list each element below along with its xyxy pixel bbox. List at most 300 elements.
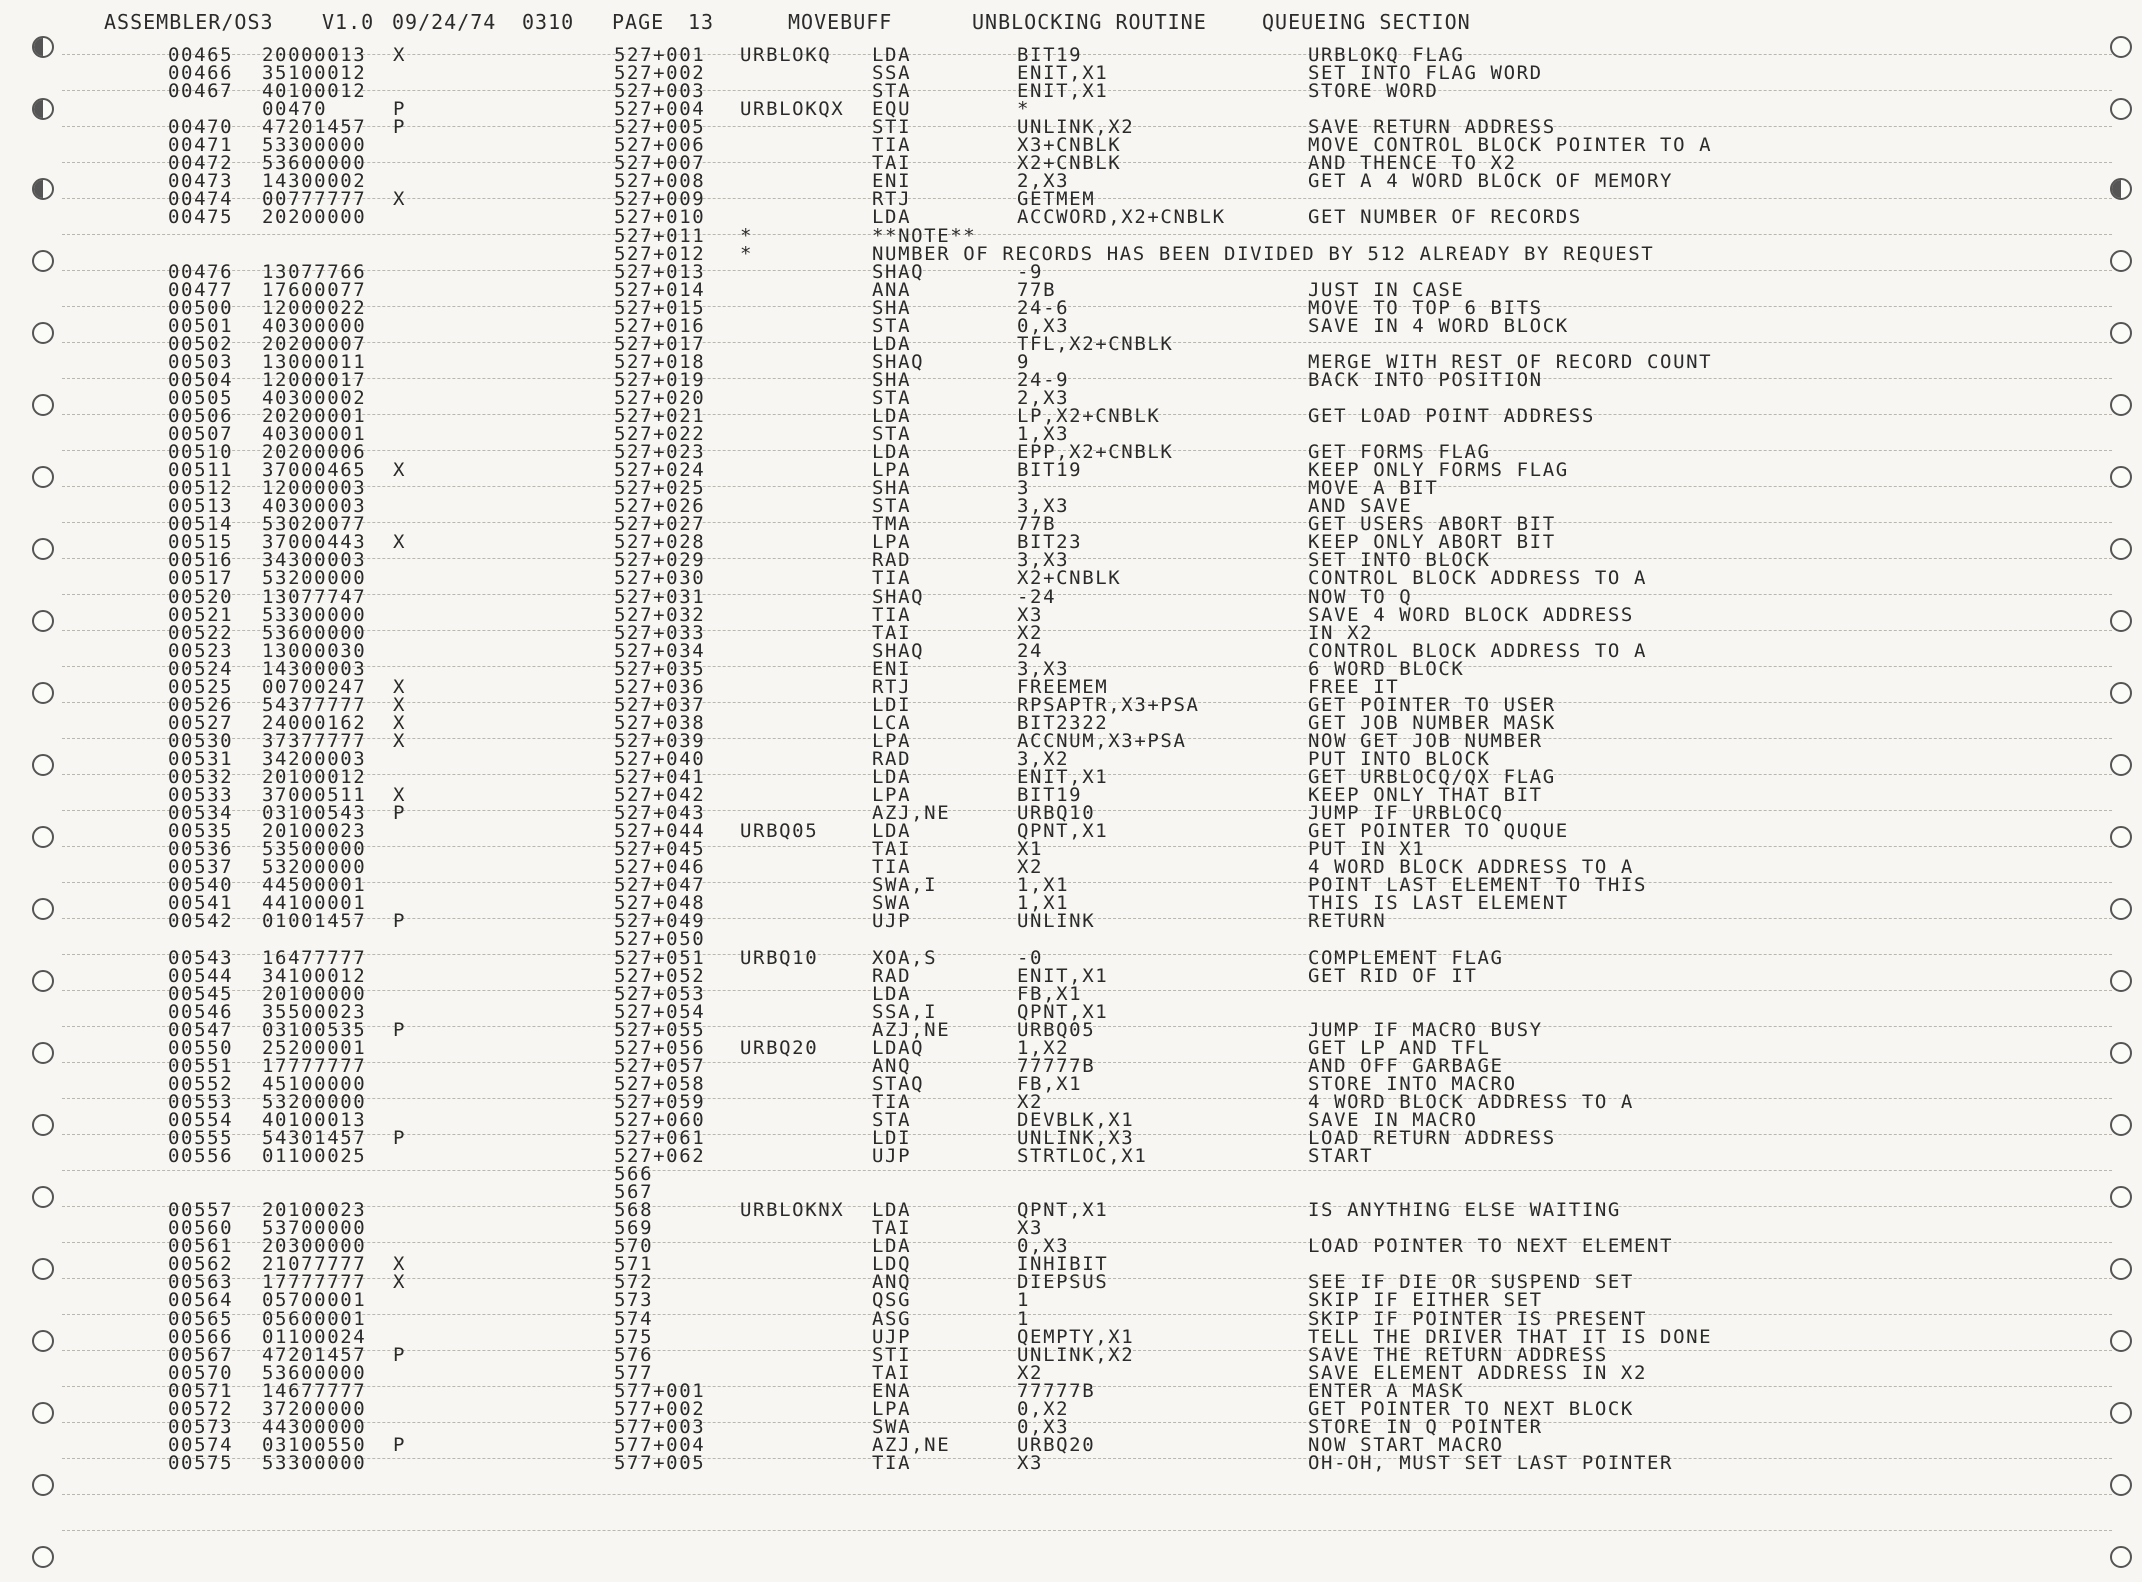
row-op: AZJ,NE	[872, 1433, 951, 1456]
row-operand: RPSAPTR,X3+PSA	[1017, 693, 1200, 716]
row-operand: X1	[1017, 838, 1044, 861]
row-operand: 2,X3	[1017, 386, 1070, 409]
row-code: 40100013	[262, 1108, 367, 1131]
row-flag: X	[393, 729, 407, 752]
row-comment: RETURN	[1308, 910, 1387, 933]
row-comment: MOVE A BIT	[1308, 477, 1439, 500]
row-operand: X3+CNBLK	[1017, 134, 1122, 157]
row-line: 527+007	[614, 152, 706, 175]
row-comment: SAVE RETURN ADDRESS	[1308, 116, 1556, 139]
row-line: 577+001	[614, 1379, 706, 1402]
row-op: STI	[872, 1343, 912, 1366]
listing-section: QUEUEING SECTION	[1262, 10, 1471, 34]
row-line: 527+056	[614, 1036, 706, 1059]
row-operand: ENIT,X1	[1017, 80, 1109, 103]
row-code: 53600000	[262, 1361, 367, 1384]
feed-hole	[32, 898, 54, 920]
row-operand: X3	[1017, 1217, 1044, 1240]
row-flag: X	[393, 531, 407, 554]
row-label: URBLOKNX	[740, 1199, 845, 1222]
paper-rule	[62, 1530, 2112, 1531]
row-op: LPA	[872, 784, 912, 807]
row-flag: P	[393, 98, 407, 121]
row-line: 527+009	[614, 188, 706, 211]
row-comment: GET LP AND TFL	[1308, 1036, 1491, 1059]
row-line: 577+005	[614, 1451, 706, 1474]
row-loc: 00566	[168, 1325, 234, 1348]
row-loc: 00553	[168, 1090, 234, 1113]
feed-hole	[2110, 1042, 2132, 1064]
row-comment: LOAD RETURN ADDRESS	[1308, 1127, 1556, 1149]
row-comment: START	[1308, 1145, 1374, 1168]
row-operand: 24-6	[1017, 296, 1070, 319]
row-line: 527+017	[614, 332, 706, 355]
row-operand: BIT23	[1017, 531, 1083, 554]
row-operand: DIEPSUS	[1017, 1271, 1109, 1294]
row-code: 20000013	[262, 44, 367, 66]
row-op: STA	[872, 314, 912, 337]
row-code: 20300000	[262, 1235, 367, 1258]
row-operand: -24	[1017, 585, 1057, 608]
row-op: XOA,S	[872, 946, 938, 969]
row-code: 14677777	[262, 1379, 367, 1402]
row-loc: 00560	[168, 1217, 234, 1240]
row-code: 54377777	[262, 693, 367, 716]
row-comment: AND SAVE	[1308, 495, 1413, 518]
row-loc: 00570	[168, 1361, 234, 1384]
row-code: 35100012	[262, 62, 367, 85]
row-line: 575	[614, 1325, 654, 1348]
row-line: 527+050	[614, 928, 706, 951]
feed-hole	[2110, 826, 2132, 848]
feed-hole	[32, 754, 54, 776]
row-comment: GET USERS ABORT BIT	[1308, 513, 1556, 536]
row-line: 527+041	[614, 766, 706, 788]
row-comment: KEEP ONLY THAT BIT	[1308, 784, 1543, 807]
row-comment: GET URBLOCQ/QX FLAG	[1308, 766, 1556, 788]
row-op: LDI	[872, 1127, 912, 1149]
row-operand: 3,X3	[1017, 549, 1070, 572]
row-loc: 00511	[168, 459, 234, 482]
row-loc: 00551	[168, 1054, 234, 1077]
row-loc: 00505	[168, 386, 234, 409]
row-code: 20200006	[262, 441, 367, 464]
row-line: 527+039	[614, 729, 706, 752]
row-code: 53500000	[262, 838, 367, 861]
row-code: 20200001	[262, 405, 367, 427]
row-loc: 00574	[168, 1433, 234, 1456]
row-op: STA	[872, 423, 912, 446]
feed-hole	[32, 178, 54, 200]
row-op: LDA	[872, 206, 912, 229]
row-line: 570	[614, 1235, 654, 1258]
row-line: 573	[614, 1289, 654, 1312]
row-op: TAI	[872, 152, 912, 175]
row-loc: 00565	[168, 1307, 234, 1330]
listing-row	[0, 242, 2142, 265]
row-comment: SEE IF DIE OR SUSPEND SET	[1308, 1271, 1634, 1294]
row-loc: 00564	[168, 1289, 234, 1312]
row-loc: 00504	[168, 368, 234, 391]
row-loc: 00531	[168, 747, 234, 770]
row-loc: 00534	[168, 802, 234, 825]
row-op: RAD	[872, 964, 912, 987]
row-op: SHAQ	[872, 350, 925, 373]
feed-hole	[32, 1114, 54, 1136]
row-comment: SAVE 4 WORD BLOCK ADDRESS	[1308, 603, 1634, 626]
row-op: RTJ	[872, 188, 912, 211]
feed-hole	[2110, 682, 2132, 704]
row-loc: 00516	[168, 549, 234, 572]
feed-hole	[2110, 1546, 2132, 1568]
row-code: 21077777	[262, 1253, 367, 1276]
row-line: 568	[614, 1199, 654, 1222]
row-line: 527+015	[614, 296, 706, 319]
row-line: 527+001	[614, 44, 706, 66]
row-flag: X	[393, 711, 407, 734]
row-comment: SET INTO BLOCK	[1308, 549, 1491, 572]
row-loc: 00572	[168, 1397, 234, 1420]
row-line: 527+028	[614, 531, 706, 554]
row-op: QSG	[872, 1289, 912, 1312]
row-line: 572	[614, 1271, 654, 1294]
page-label: PAGE	[612, 10, 665, 34]
row-loc: 00545	[168, 982, 234, 1005]
listing-row	[0, 946, 2142, 969]
assembly-time: 0310	[522, 10, 575, 34]
row-op: TAI	[872, 1217, 912, 1240]
listing-row	[0, 1163, 2142, 1186]
row-operand: FREEMEM	[1017, 675, 1109, 698]
row-loc: 00506	[168, 405, 234, 427]
row-loc: 00540	[168, 874, 234, 897]
row-comment: LOAD POINTER TO NEXT ELEMENT	[1308, 1235, 1674, 1258]
row-comment: COMPLEMENT FLAG	[1308, 946, 1504, 969]
row-comment: MERGE WITH REST OF RECORD COUNT	[1308, 350, 1713, 373]
row-label: *	[740, 242, 754, 265]
feed-hole	[32, 1402, 54, 1424]
feed-hole	[2110, 1114, 2132, 1136]
row-op: TIA	[872, 856, 912, 879]
row-loc: 00520	[168, 585, 234, 608]
row-op: STA	[872, 495, 912, 518]
row-comment: IN X2	[1308, 621, 1374, 644]
row-line: 527+057	[614, 1054, 706, 1077]
row-loc: 00514	[168, 513, 234, 536]
row-operand: X2	[1017, 856, 1044, 879]
row-op: LDA	[872, 405, 912, 427]
listing-row	[0, 1307, 2142, 1330]
row-op: SWA	[872, 892, 912, 915]
row-comment: JUMP IF MACRO BUSY	[1308, 1018, 1543, 1041]
row-operand: X2	[1017, 621, 1044, 644]
row-code: 20100023	[262, 820, 367, 843]
row-comment: SKIP IF POINTER IS PRESENT	[1308, 1307, 1648, 1330]
row-line: 527+010	[614, 206, 706, 229]
row-line: 527+046	[614, 856, 706, 879]
row-op: STI	[872, 116, 912, 139]
row-op: SHAQ	[872, 639, 925, 662]
listing-header	[0, 10, 1471, 36]
listing-row	[0, 657, 2142, 680]
row-op: UJP	[872, 1145, 912, 1168]
feed-hole	[32, 1042, 54, 1064]
row-line: 527+006	[614, 134, 706, 157]
row-loc: 00471	[168, 134, 234, 157]
feed-hole	[32, 682, 54, 704]
row-op: STAQ	[872, 1072, 925, 1095]
row-code: 00470	[262, 98, 328, 121]
feed-hole	[2110, 36, 2132, 58]
row-line: 527+004	[614, 98, 706, 121]
row-comment: GET JOB NUMBER MASK	[1308, 711, 1556, 734]
row-code: 25200001	[262, 1036, 367, 1059]
row-comment: PUT IN X1	[1308, 838, 1426, 861]
feed-hole	[2110, 178, 2132, 200]
row-op: ANQ	[872, 1054, 912, 1077]
row-line: 527+012	[614, 242, 706, 265]
feed-hole	[32, 826, 54, 848]
row-code: 12000022	[262, 296, 367, 319]
row-flag: P	[393, 1127, 407, 1149]
row-operand: 77B	[1017, 278, 1057, 301]
row-comment: IS ANYTHING ELSE WAITING	[1308, 1199, 1621, 1222]
row-code: 44300000	[262, 1415, 367, 1438]
row-line: 527+042	[614, 784, 706, 807]
row-code: 53600000	[262, 621, 367, 644]
row-code: 16477777	[262, 946, 367, 969]
row-line: 527+008	[614, 170, 706, 193]
feed-hole	[32, 538, 54, 560]
feed-hole	[2110, 970, 2132, 992]
row-code: 05700001	[262, 1289, 367, 1312]
listing-row	[0, 585, 2142, 608]
row-flag: P	[393, 1018, 407, 1041]
row-line: 577	[614, 1361, 654, 1384]
row-code: 13077747	[262, 585, 367, 608]
paper-rule	[62, 1494, 2112, 1495]
row-code: 13000011	[262, 350, 367, 373]
row-comment: BACK INTO POSITION	[1308, 368, 1543, 391]
row-op: STA	[872, 386, 912, 409]
listing-row	[0, 964, 2142, 987]
row-loc: 00526	[168, 693, 234, 716]
row-operand: 0,X3	[1017, 1235, 1070, 1258]
row-op: LCA	[872, 711, 912, 734]
row-loc: 00477	[168, 278, 234, 301]
row-line: 527+003	[614, 80, 706, 103]
row-comment: FREE IT	[1308, 675, 1400, 698]
row-operand: 3	[1017, 477, 1031, 500]
assembly-date: 09/24/74	[392, 10, 497, 34]
row-line: 527+051	[614, 946, 706, 969]
row-loc: 00502	[168, 332, 234, 355]
row-label: URBQ20	[740, 1036, 819, 1059]
row-comment: SAVE ELEMENT ADDRESS IN X2	[1308, 1361, 1648, 1384]
feed-hole	[32, 1330, 54, 1352]
row-line: 527+043	[614, 802, 706, 825]
row-op: ENI	[872, 657, 912, 680]
row-code: 20200007	[262, 332, 367, 355]
row-comment: GET NUMBER OF RECORDS	[1308, 206, 1582, 229]
row-operand: X2	[1017, 1090, 1044, 1113]
row-loc: 00525	[168, 675, 234, 698]
row-operand: 1,X3	[1017, 423, 1070, 446]
row-comment: AND THENCE TO X2	[1308, 152, 1517, 175]
row-operand: GETMEM	[1017, 188, 1096, 211]
row-code: 47201457	[262, 116, 367, 139]
listing-title: UNBLOCKING ROUTINE	[972, 10, 1207, 34]
row-line: 527+023	[614, 441, 706, 464]
row-code: 24000162	[262, 711, 367, 734]
row-operand: -0	[1017, 946, 1044, 969]
row-loc: 00517	[168, 567, 234, 590]
row-operand: *	[1017, 98, 1031, 121]
row-code: 03100535	[262, 1018, 367, 1041]
feed-hole	[32, 610, 54, 632]
listing-row	[0, 639, 2142, 662]
row-operand: URBQ05	[1017, 1018, 1096, 1041]
row-operand: -9	[1017, 260, 1044, 283]
feed-hole	[32, 250, 54, 272]
listing-row	[0, 928, 2142, 951]
row-code: 40300001	[262, 423, 367, 446]
row-loc: 00465	[168, 44, 234, 66]
row-comment: GET LOAD POINT ADDRESS	[1308, 405, 1595, 427]
row-code: 13077766	[262, 260, 367, 283]
row-operand: 0,X3	[1017, 1415, 1070, 1438]
row-code: 40100012	[262, 80, 367, 103]
row-comment: SAVE IN 4 WORD BLOCK	[1308, 314, 1569, 337]
row-flag: X	[393, 693, 407, 716]
row-flag: X	[393, 1253, 407, 1276]
row-code: 34300003	[262, 549, 367, 572]
row-operand: 77777B	[1017, 1379, 1096, 1402]
row-op: ENI	[872, 170, 912, 193]
row-line: 527+035	[614, 657, 706, 680]
row-loc: 00550	[168, 1036, 234, 1059]
row-op: TAI	[872, 1361, 912, 1384]
row-op: LPA	[872, 729, 912, 752]
feed-hole	[32, 1186, 54, 1208]
row-flag: X	[393, 784, 407, 807]
row-code: 17777777	[262, 1271, 367, 1294]
row-loc: 00556	[168, 1145, 234, 1168]
row-op: ENA	[872, 1379, 912, 1402]
row-operand: 24	[1017, 639, 1044, 662]
feed-hole	[2110, 466, 2132, 488]
row-loc: 00547	[168, 1018, 234, 1041]
row-loc: 00523	[168, 639, 234, 662]
row-comment: JUMP IF URBLOCQ	[1308, 802, 1504, 825]
listing-row	[0, 1145, 2142, 1168]
row-label: *	[740, 224, 754, 247]
listing-row	[0, 1361, 2142, 1384]
row-loc: 00513	[168, 495, 234, 518]
row-op: ANA	[872, 278, 912, 301]
row-line: 527+048	[614, 892, 706, 915]
row-code: 53200000	[262, 567, 367, 590]
row-label: URBLOKQ	[740, 44, 832, 66]
row-line: 527+030	[614, 567, 706, 590]
row-op: RTJ	[872, 675, 912, 698]
row-loc: 00562	[168, 1253, 234, 1276]
row-loc: 00473	[168, 170, 234, 193]
row-line: 527+018	[614, 350, 706, 373]
row-comment: JUST IN CASE	[1308, 278, 1465, 301]
row-operand: BIT19	[1017, 44, 1083, 66]
row-op: LDAQ	[872, 1036, 925, 1059]
row-op: SSA	[872, 62, 912, 85]
row-loc: 00537	[168, 856, 234, 879]
row-operand: DEVBLK,X1	[1017, 1108, 1135, 1131]
row-loc: 00541	[168, 892, 234, 915]
row-comment: GET RID OF IT	[1308, 964, 1478, 987]
row-operand: X3	[1017, 1451, 1044, 1474]
row-loc: 00524	[168, 657, 234, 680]
row-operand: X2+CNBLK	[1017, 152, 1122, 175]
feed-hole	[32, 98, 54, 120]
row-op: ANQ	[872, 1271, 912, 1294]
row-operand: UNLINK,X3	[1017, 1127, 1135, 1149]
row-loc: 00555	[168, 1127, 234, 1149]
row-loc: 00510	[168, 441, 234, 464]
row-operand: QPNT,X1	[1017, 1199, 1109, 1222]
row-op: TAI	[872, 621, 912, 644]
row-code: 03100550	[262, 1433, 367, 1456]
row-op: TIA	[872, 567, 912, 590]
row-operand: BIT2322	[1017, 711, 1109, 734]
row-operand: ENIT,X1	[1017, 766, 1109, 788]
row-op: RAD	[872, 549, 912, 572]
row-loc: 00561	[168, 1235, 234, 1258]
row-op: UJP	[872, 910, 912, 933]
row-operand: 1	[1017, 1289, 1031, 1312]
row-line: 571	[614, 1253, 654, 1276]
feed-hole	[2110, 1258, 2132, 1280]
row-code: 54301457	[262, 1127, 367, 1149]
row-line: 527+052	[614, 964, 706, 987]
row-code: 17777777	[262, 1054, 367, 1077]
row-operand: 3,X3	[1017, 495, 1070, 518]
row-loc: 00530	[168, 729, 234, 752]
row-op: SSA,I	[872, 1000, 938, 1023]
row-op: UJP	[872, 1325, 912, 1348]
row-code: 53200000	[262, 856, 367, 879]
row-op: SWA	[872, 1415, 912, 1438]
row-op: TIA	[872, 603, 912, 626]
row-line: 527+045	[614, 838, 706, 861]
feed-hole	[2110, 250, 2132, 272]
row-code: 14300002	[262, 170, 367, 193]
row-code: 40300003	[262, 495, 367, 518]
row-line: 566	[614, 1163, 654, 1186]
row-comment: ENTER A MASK	[1308, 1379, 1465, 1402]
row-comment: GET POINTER TO NEXT BLOCK	[1308, 1397, 1634, 1420]
row-line: 527+034	[614, 639, 706, 662]
listing-row	[0, 296, 2142, 319]
row-op: LPA	[872, 1397, 912, 1420]
row-op: LDA	[872, 820, 912, 843]
row-comment: SET INTO FLAG WORD	[1308, 62, 1543, 85]
row-comment: AND OFF GARBAGE	[1308, 1054, 1504, 1077]
row-op: STA	[872, 80, 912, 103]
feed-hole	[32, 1258, 54, 1280]
row-line: 527+047	[614, 874, 706, 897]
row-op: NUMBER OF RECORDS HAS BEEN DIVIDED BY 512 ALREADY BY REQUEST	[872, 242, 1655, 265]
row-comment: SAVE IN MACRO	[1308, 1108, 1478, 1131]
row-operand: ACCNUM,X3+PSA	[1017, 729, 1187, 752]
